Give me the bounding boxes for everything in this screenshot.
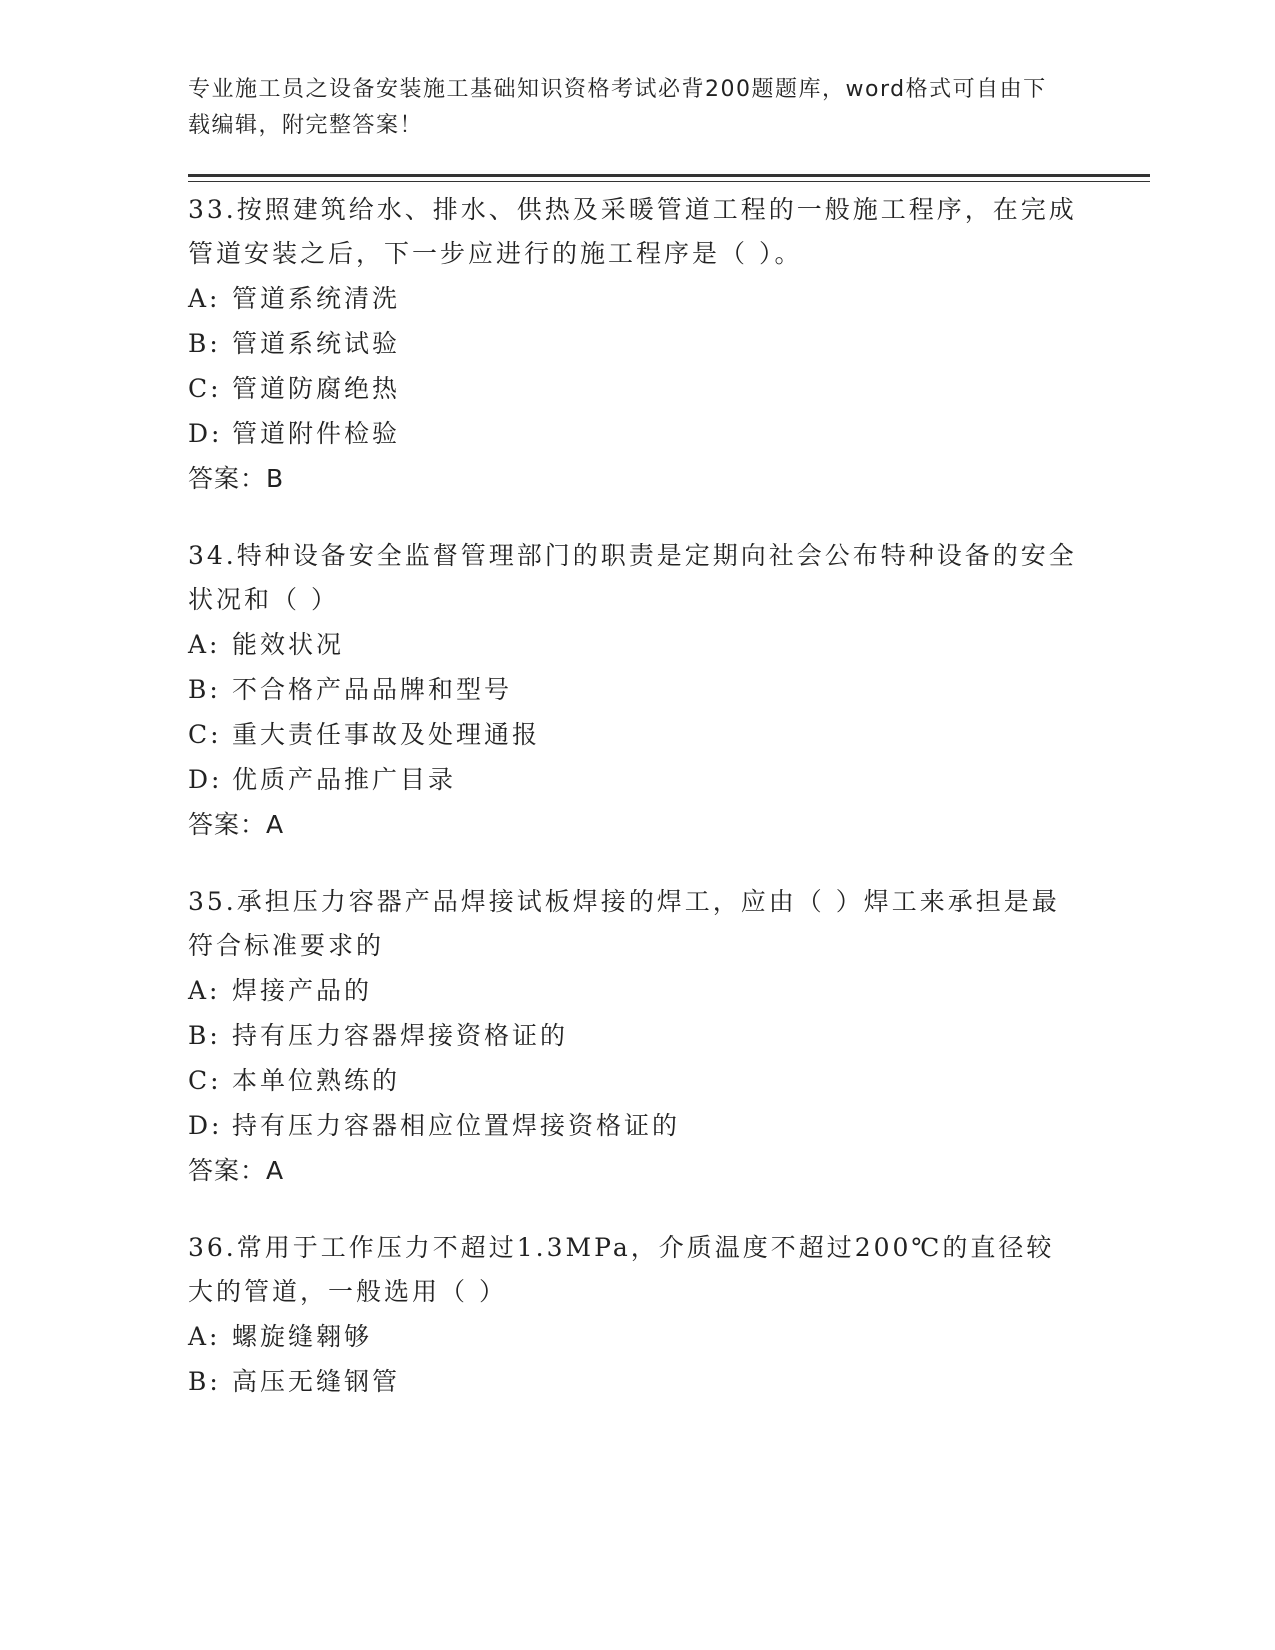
question-stem: 33.按照建筑给水、排水、供热及采暖管道工程的一般施工程序，在完成管道安装之后，下一步应进行的施工程序是（ ）。	[188, 195, 1077, 268]
option-letter: D:	[188, 1111, 223, 1140]
option-a	[188, 622, 1088, 667]
option-letter: B:	[188, 329, 221, 358]
header-divider-thin	[188, 181, 1150, 182]
option-letter: B:	[188, 1021, 221, 1050]
option-text: 持有压力容器焊接资格证的	[232, 1021, 569, 1050]
question-33	[188, 188, 1088, 502]
question-stem: 36.常用于工作压力不超过1.3MPa，介质温度不超过200℃的直径较大的管道，一般选用（ ）	[188, 1233, 1055, 1306]
option-text: 持有压力容器相应位置焊接资格证的	[232, 1111, 681, 1140]
option-letter: A:	[188, 1322, 221, 1351]
option-letter: A:	[188, 284, 221, 313]
option-text: 本单位熟练的	[232, 1066, 401, 1095]
option-d	[188, 757, 1088, 802]
answer-line: 答案：A	[188, 810, 285, 839]
option-letter: C:	[188, 1066, 222, 1095]
option-letter: C:	[188, 720, 222, 749]
question-35	[188, 880, 1088, 1194]
option-text: 优质产品推广目录	[232, 765, 457, 794]
option-letter: D:	[188, 419, 223, 448]
question-list	[188, 188, 1088, 1436]
answer-line: 答案：A	[188, 1156, 285, 1185]
question-34	[188, 534, 1088, 848]
option-letter: D:	[188, 765, 223, 794]
question-stem: 34.特种设备安全监督管理部门的职责是定期向社会公布特种设备的安全状况和（ ）	[188, 541, 1077, 614]
option-text: 重大责任事故及处理通报	[232, 720, 541, 749]
option-text: 螺旋缝翱够	[232, 1322, 373, 1351]
option-b	[188, 321, 1088, 366]
option-d	[188, 411, 1088, 456]
question-stem: 35.承担压力容器产品焊接试板焊接的焊工，应由（ ）焊工来承担是最符合标准要求的	[188, 887, 1060, 960]
option-c	[188, 712, 1088, 757]
question-36	[188, 1226, 1088, 1404]
option-letter: A:	[188, 630, 221, 659]
option-a	[188, 968, 1088, 1013]
answer-line: 答案：B	[188, 464, 285, 493]
header-divider-thick	[188, 174, 1150, 177]
option-b	[188, 1359, 1088, 1404]
option-b	[188, 1013, 1088, 1058]
option-text: 不合格产品品牌和型号	[232, 675, 513, 704]
option-text: 管道防腐绝热	[232, 374, 401, 403]
option-c	[188, 1058, 1088, 1103]
option-text: 管道附件检验	[232, 419, 401, 448]
document-header: 专业施工员之设备安装施工基础知识资格考试必背200题题库，word格式可自由下载编辑，附完整答案！	[188, 77, 1047, 138]
option-letter: B:	[188, 675, 221, 704]
option-a	[188, 1314, 1088, 1359]
option-letter: A:	[188, 976, 221, 1005]
option-a	[188, 276, 1088, 321]
option-text: 管道系统试验	[232, 329, 401, 358]
option-letter: B:	[188, 1367, 221, 1396]
option-d	[188, 1103, 1088, 1148]
option-text: 能效状况	[232, 630, 345, 659]
option-text: 管道系统清洗	[232, 284, 401, 313]
option-text: 焊接产品的	[232, 976, 373, 1005]
option-text: 高压无缝钢管	[232, 1367, 401, 1396]
option-c	[188, 366, 1088, 411]
option-letter: C:	[188, 374, 222, 403]
option-b	[188, 667, 1088, 712]
